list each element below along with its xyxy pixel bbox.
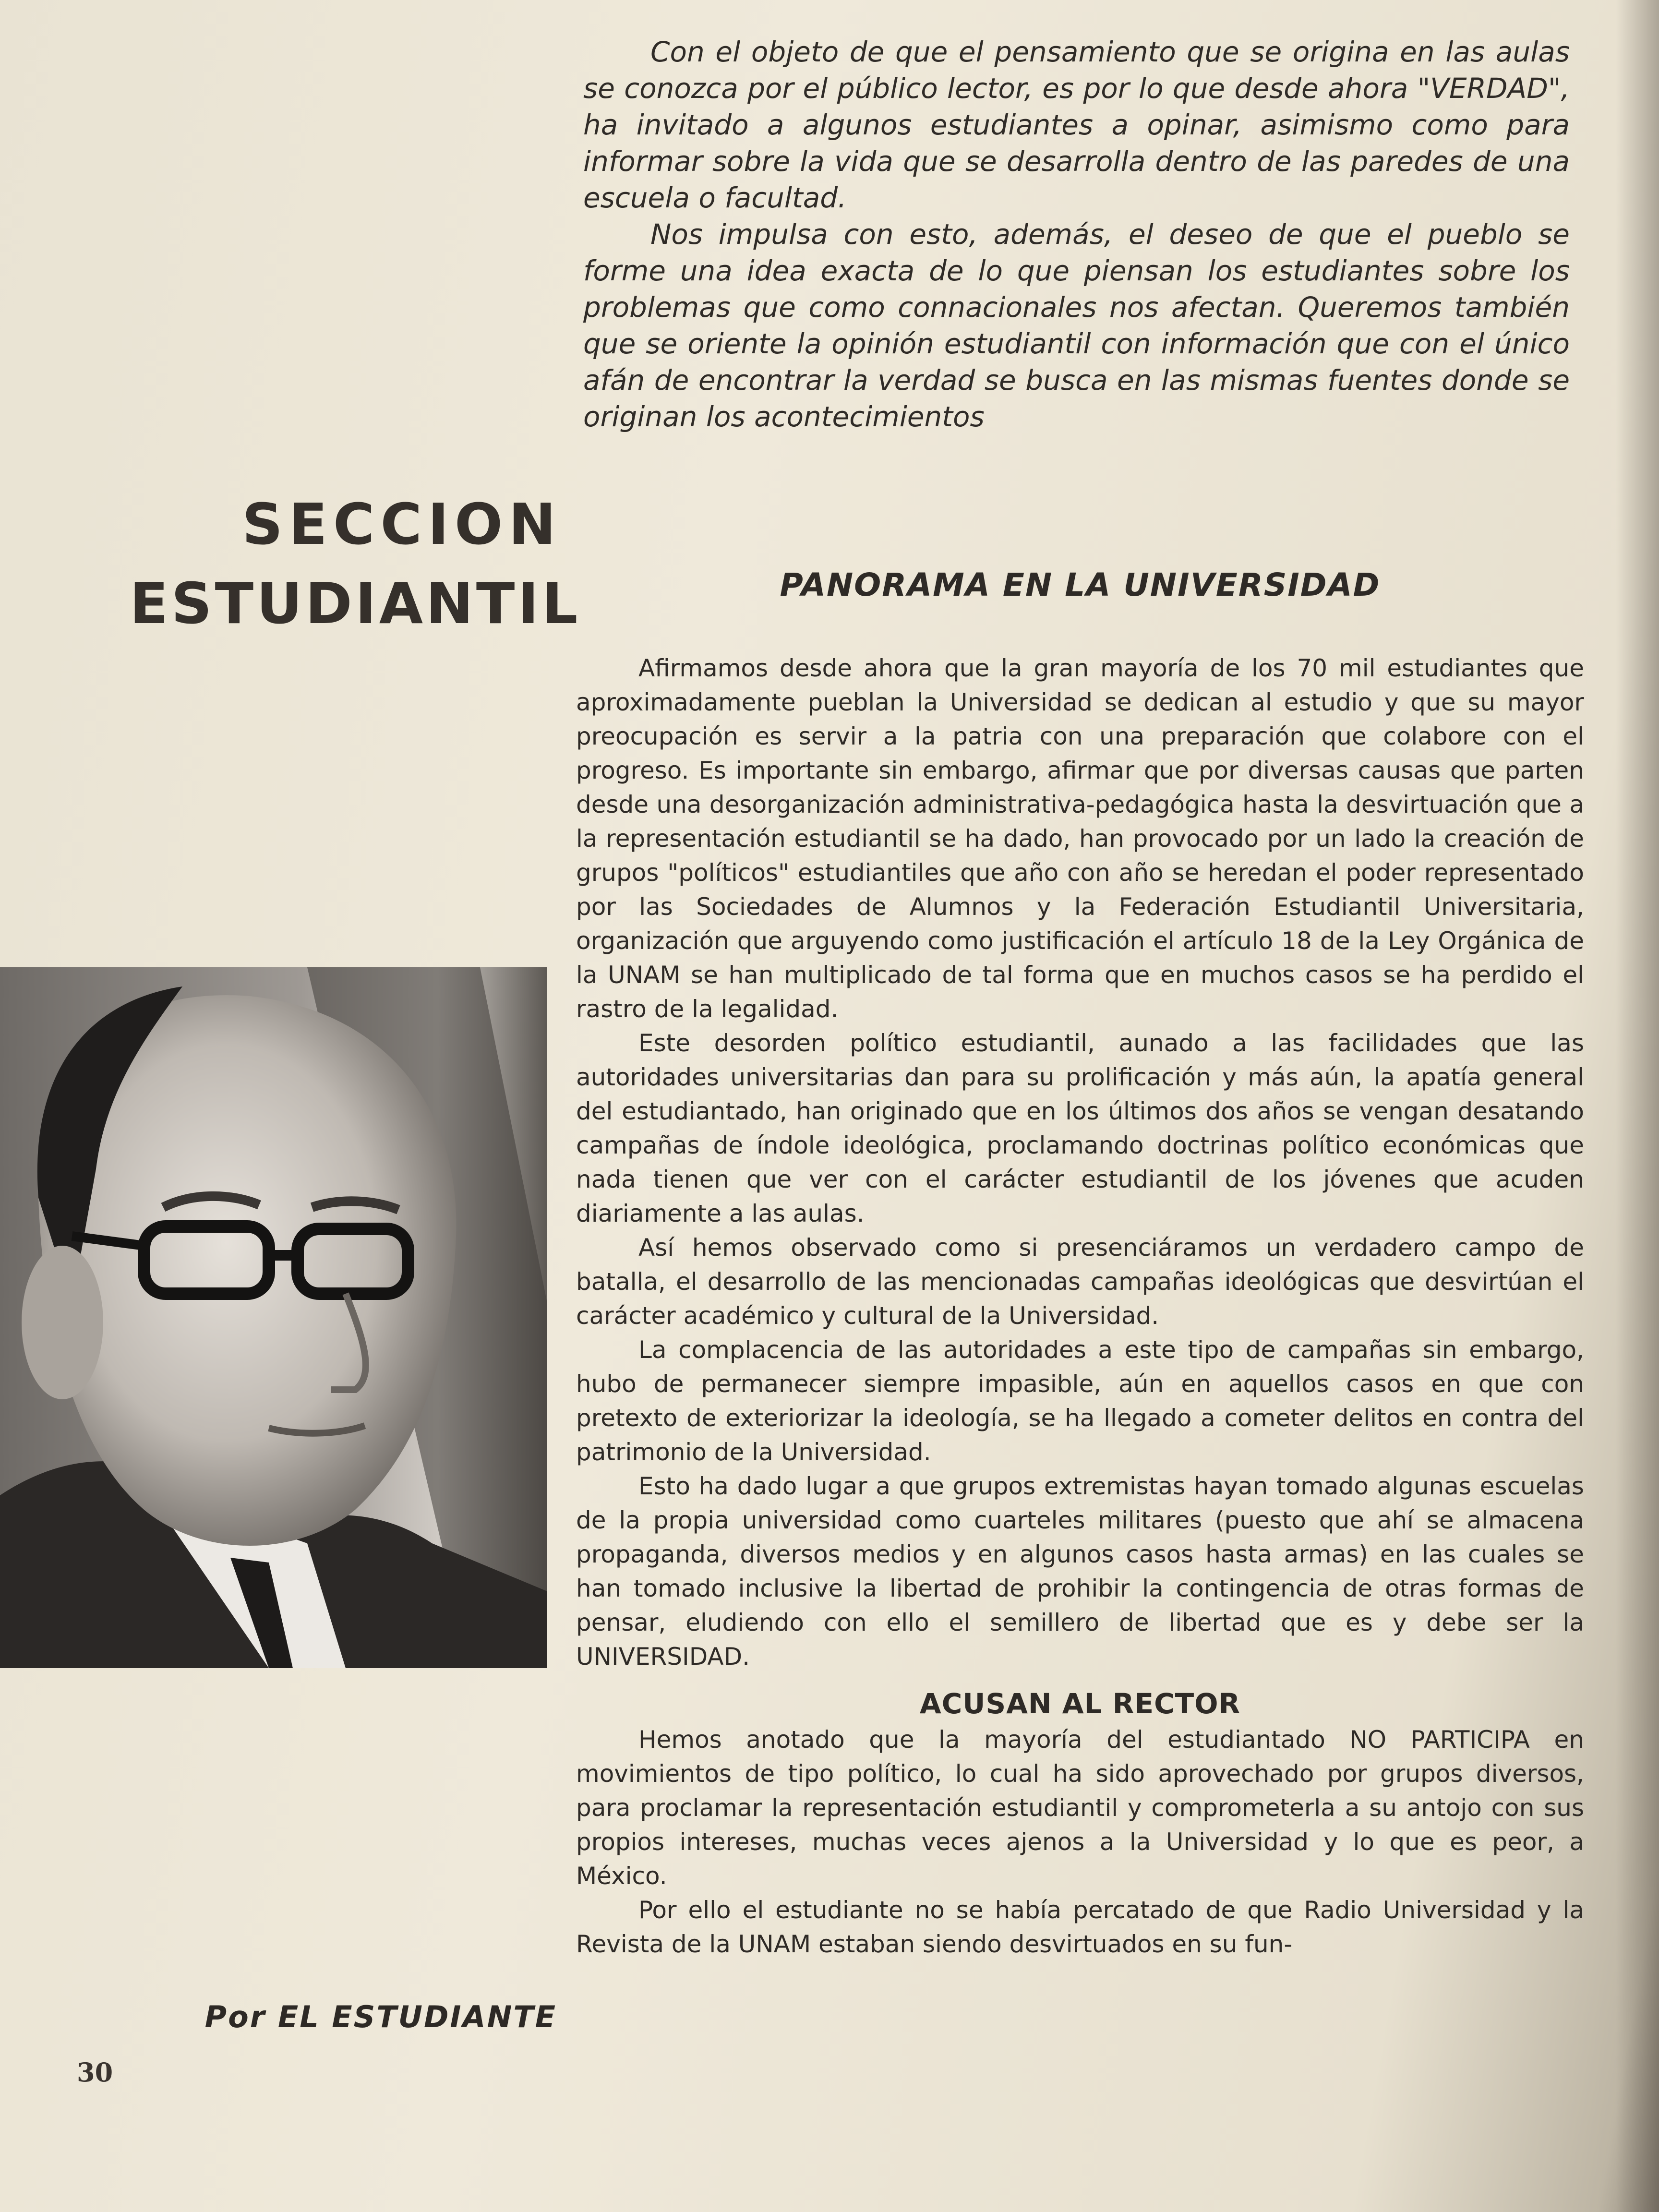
intro-paragraph: Nos impulsa con esto, además, el deseo de que el pueblo se forme una idea exacta de lo que piensan los estudiantes sobre los problemas que como connacionales nos afectan. Queremos también que se oriente la opinión estudiantil con información que con el único afán de encontrar la verdad se busca en las mismas fuentes donde se originan los acontecimientos <box>583 218 1570 433</box>
article-headline: PANORAMA EN LA UNIVERSIDAD <box>780 566 1381 603</box>
article-paragraph: Por ello el estudiante no se había percatado de que Radio Universidad y la Revista de la UNAM estaban siendo desvirtuados en su fun- <box>576 1896 1584 1958</box>
article <box>576 566 1584 1961</box>
section-title <box>130 485 581 643</box>
article-paragraph: Afirmamos desde ahora que la gran mayoría de los 70 mil estudiantes que aproximadamente pueblan la Universidad se dedican al estudio y que su mayor preocupación es servir a la patria con una preparación que colabore con el progreso. Es importante sin embargo, afirmar que por diversas causas que parten desde una desorganización administrativa-pedagógica hasta la desvirtuación que a la representación estudiantil se ha dado, han provocado por un lado la creación de grupos "políticos" estudiantiles que año con año se heredan el poder representado por las Sociedades de Alumnos y la Federación Estudiantil Universitaria, organización que arguyendo como justificación el artículo 18 de la Ley Orgánica de la UNAM se han multiplicado de tal forma que en muchos casos se ha perdido el rastro de la legalidad. <box>576 654 1584 1023</box>
page-edge-shadow <box>1616 0 1659 2212</box>
article-paragraph: Así hemos observado como si presenciáramos un verdadero campo de batalla, el desarrollo de las mencionadas campañas ideológicas que desvirtúan el carácter académico y cultural de la Universidad. <box>576 1234 1584 1330</box>
portrait-photo <box>0 967 547 1668</box>
article-paragraph: Hemos anotado que la mayoría del estudiantado NO PARTICIPA en movimientos de tipo político, lo cual ha sido aprovechado por grupos diversos, para proclamar la representación estudiantil y comprometerla a su antojo con sus propios intereses, muchas veces ajenos a la Universidad y lo que es peor, a México. <box>576 1726 1584 1890</box>
section-title-line2: ESTUDIANTIL <box>130 570 581 637</box>
article-paragraph: Esto ha dado lugar a que grupos extremistas hayan tomado algunas escuelas de la propia universidad como cuarteles militares (puesto que ahí se almacena propaganda, diversos medios y en algunos casos hasta armas) en las cuales se han tomado inclusive la libertad de prohibir la contingencia de otras formas de pensar, eludiendo con ello el semillero de libertad que es y debe ser la UNIVERSIDAD. <box>576 1472 1584 1671</box>
article-subhead: ACUSAN AL RECTOR <box>919 1687 1241 1720</box>
section-title-line1: SECCION <box>242 491 562 557</box>
article-paragraph: La complacencia de las autoridades a este tipo de campañas sin embargo, hubo de permanecer siempre impasible, aún en aquellos casos en que con pretexto de exteriorizar la ideología, se ha llegado a cometer delitos en contra del patrimonio de la Universidad. <box>576 1336 1584 1466</box>
intro-text <box>583 34 1570 435</box>
intro-paragraph: Con el objeto de que el pensamiento que se origina en las aulas se conozca por el público lector, es por lo que desde ahora "VERDAD", ha invitado a algunos estudiantes a opinar, asimismo como para informar sobre la vida que se desarrolla dentro de las paredes de una escuela o facultad. <box>583 36 1570 214</box>
article-body <box>576 651 1584 1961</box>
article-paragraph: Este desorden político estudiantil, aunado a las facilidades que las autoridades universitarias dan para su prolificación y más aún, la apatía general del estudiantado, han originado que en los últimos dos años se vengan desatando campañas de índole ideológica, proclamando doctrinas político económicas que nada tienen que ver con el carácter estudiantil de los jóvenes que acuden diariamente a las aulas. <box>576 1029 1584 1227</box>
byline: Por EL ESTUDIANTE <box>204 1999 557 2034</box>
page-number: 30 <box>77 2057 113 2088</box>
